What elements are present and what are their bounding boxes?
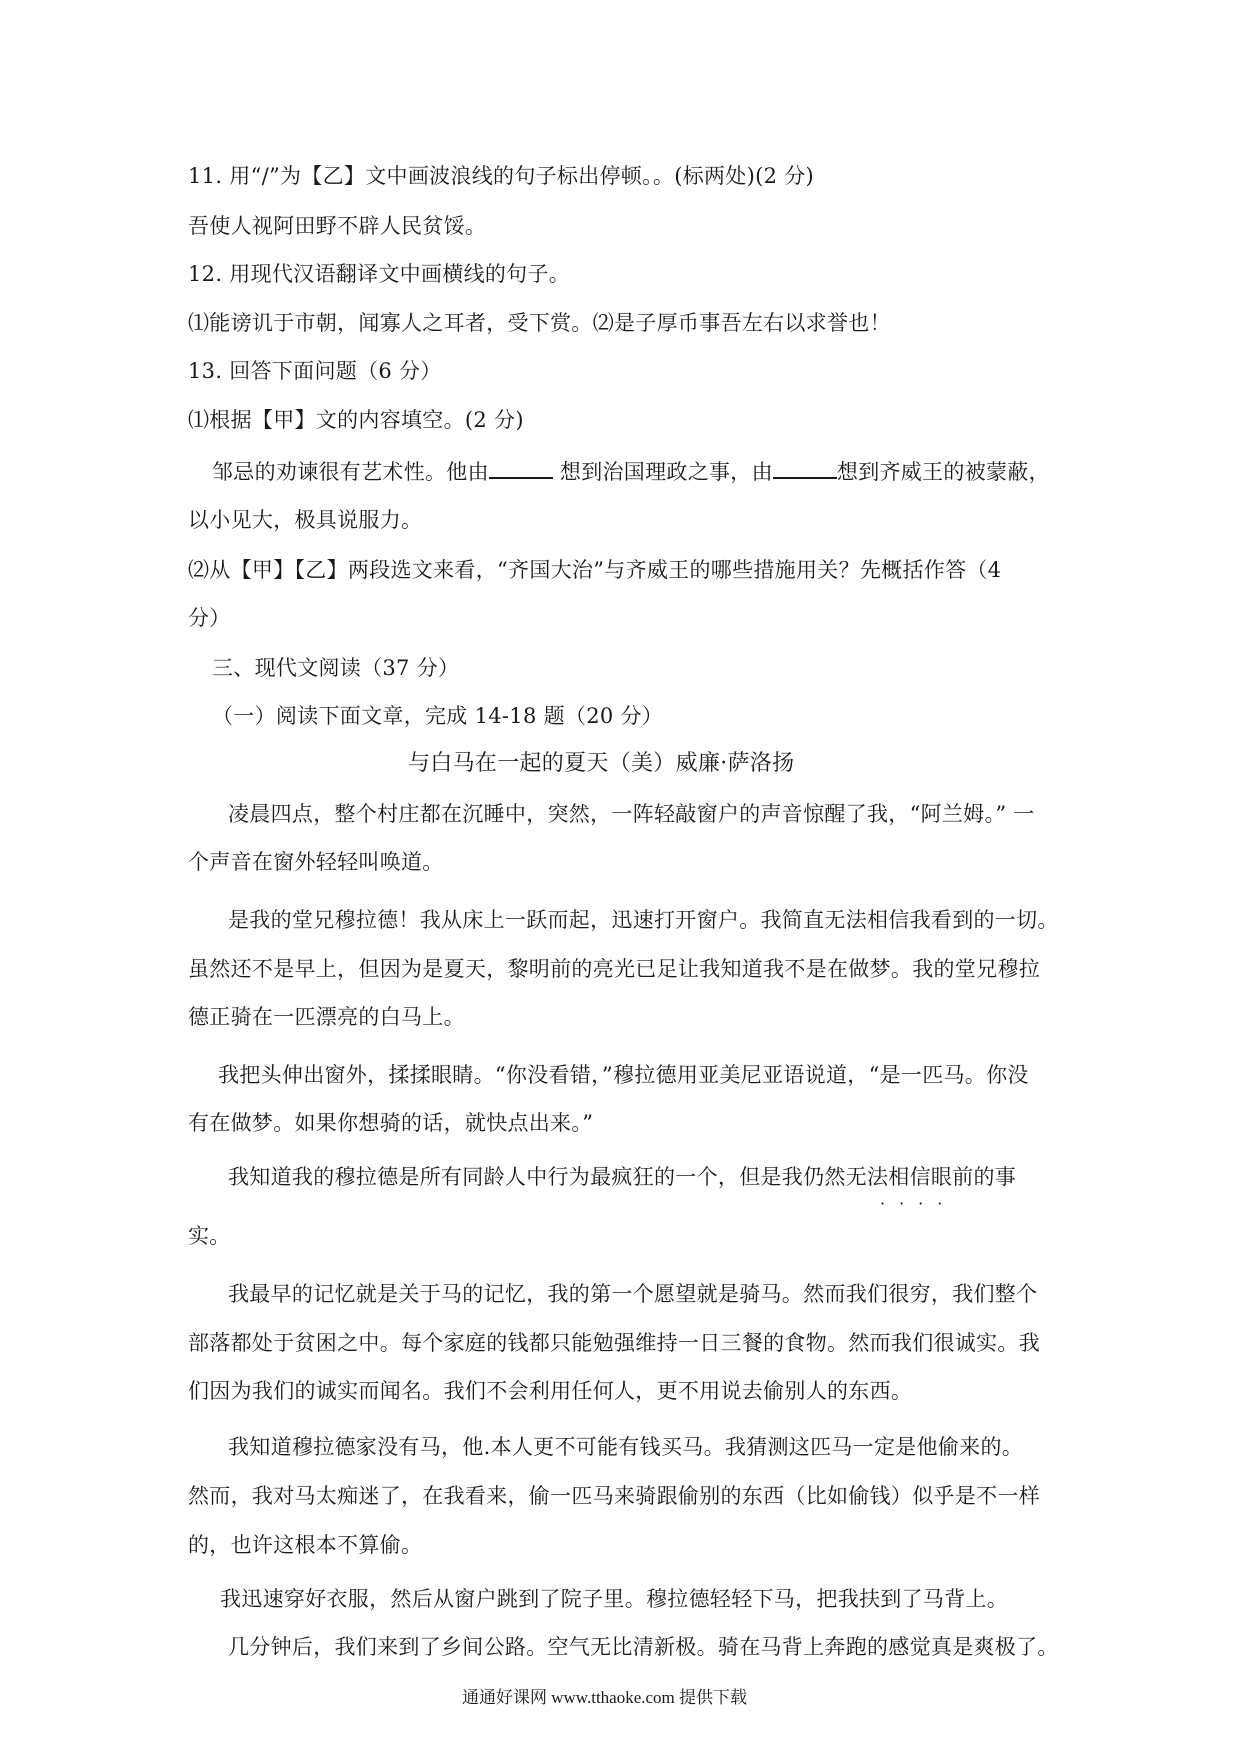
article-p3-line1: 我把头伸出窗外，揉揉眼睛。“你没看错，”穆拉德用亚美尼亚语说道，“是一匹马。你没: [218, 1063, 1029, 1087]
article-p1-line2: 个声音在窗外轻轻叫唤道。: [188, 850, 444, 874]
fill-text-a: 邹忌的劝谏很有艺术性。他由: [212, 460, 489, 484]
fill-text-c: 想到齐威王的被蒙蔽，: [836, 460, 1050, 484]
article-p4-line2: 实。: [188, 1224, 231, 1248]
question-13-part-2a: ⑵从【甲】【乙】两段选文来看，“齐国大治”与齐威王的哪些措施用关？先概括作答（4: [188, 558, 1002, 582]
question-13-fill-end: 以小见大，极具说服力。: [188, 508, 423, 532]
question-12-items: ⑴能谤讥于市朝，闻寡人之耳者，受下赏。⑵是子厚币事吾左右以求誉也！: [188, 311, 891, 335]
section-heading: 三、现代文阅读（37 分）: [212, 656, 460, 680]
article-p5-line1: 我最早的记忆就是关于马的记忆，我的第一个愿望就是骑马。然而我们很穷，我们整个: [228, 1282, 1038, 1306]
fill-blank-2[interactable]: [773, 459, 837, 479]
fill-blank-1[interactable]: [489, 459, 553, 479]
article-p6-line3: 的，也许这根本不算偷。: [188, 1533, 423, 1557]
article-p2-line2: 虽然还不是早上，但因为是夏天，黎明前的亮光已足让我知道我不是在做梦。我的堂兄穆拉: [188, 957, 1040, 981]
article-p4-line1: 我知道我的穆拉德是所有同龄人中行为最疯狂的一个，但是我仍然无法相信眼前的事: [228, 1165, 1017, 1189]
article-p7: 我迅速穿好衣服，然后从窗户跳到了院子里。穆拉德轻轻下马，把我扶到了马背上。: [220, 1587, 1009, 1611]
article-p6-line2: 然而，我对马太痴迷了，在我看来，偷一匹马来骑跟偷别的东西（比如偷钱）似乎是不一样: [188, 1484, 1040, 1508]
article-p2-line3: 德正骑在一匹漂亮的白马上。: [188, 1005, 465, 1029]
question-11-sentence: 吾使人视阿田野不辟人民贫馁。: [188, 214, 487, 238]
article-p5-line3: 们因为我们的诚实而闻名。我们不会利用任何人，更不用说去偷别人的东西。: [188, 1379, 913, 1403]
question-12: 12. 用现代汉语翻译文中画横线的句子。: [188, 262, 571, 286]
question-13-fill-line: [212, 458, 1050, 486]
emphasis-dots: ····: [880, 1194, 957, 1213]
article-p8: 几分钟后，我们来到了乡间公路。空气无比清新极。骑在马背上奔跑的感觉真是爽极了。: [228, 1635, 1059, 1659]
question-13-part-2b: 分）: [188, 606, 231, 630]
section-subheading: （一）阅读下面文章，完成 14-18 题（20 分）: [212, 704, 664, 728]
question-11: 11. 用“/”为【乙】文中画波浪线的句子标出停顿。。(标两处)(2 分): [188, 164, 815, 188]
article-p5-line2: 部落都处于贫困之中。每个家庭的钱都只能勉强维持一日三餐的食物。然而我们很诚实。我: [188, 1331, 1040, 1355]
article-p3-line2: 有在做梦。如果你想骑的话，就快点出来。”: [188, 1111, 594, 1135]
article-p2-line1: 是我的堂兄穆拉德！我从床上一跃而起，迅速打开窗户。我简直无法相信我看到的一切。: [228, 908, 1059, 932]
article-p6-line1: 我知道穆拉德家没有马，他.本人更不可能有钱买马。我猜测这匹马一定是他偷来的。: [228, 1435, 1024, 1459]
page-footer: 通通好课网 www.tthaoke.com 提供下载: [462, 1688, 748, 1707]
question-13: 13. 回答下面问题（6 分）: [188, 359, 442, 383]
article-title: 与白马在一起的夏天（美）威廉·萨洛扬: [408, 751, 795, 776]
article-p1-line1: 凌晨四点，整个村庄都在沉睡中，突然，一阵轻敲窗户的声音惊醒了我，“阿兰姆。” 一: [228, 802, 1035, 826]
fill-text-b: 想到治国理政之事，由: [559, 460, 773, 484]
question-13-part-1: ⑴根据【甲】文的内容填空。(2 分): [188, 408, 524, 432]
